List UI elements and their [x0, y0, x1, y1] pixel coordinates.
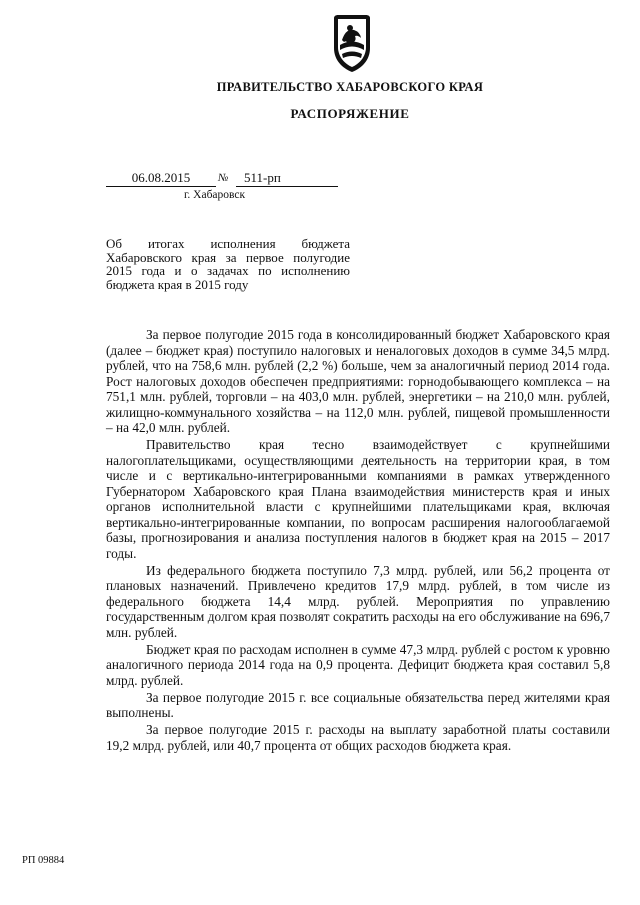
document-number: 511-рп [236, 170, 338, 187]
footer-code: РП 09884 [22, 855, 65, 866]
document-body [106, 327, 610, 755]
body-paragraph: Из федерального бюджета поступило 7,3 млрд. рублей, или 56,2 процента от плановых назначений. Привлечено кредитов 17,9 млрд. рублей, в том числе из федерального бюджета 14,4 млрд. рублей. Мероприятия по управлению государственным долгом края позволят сократить расходы на его обслуживание на 696,7 млн. рублей. [106, 562, 610, 640]
government-title: ПРАВИТЕЛЬСТВО ХАБАРОВСКОГО КРАЯ [216, 80, 484, 94]
body-paragraph: Бюджет края по расходам исполнен в сумме 47,3 млрд. рублей с ростом к уровню аналогичного периода 2014 года на 0,9 процента. Дефицит бюджета края составил 5,8 млрд. рублей. [106, 641, 610, 688]
body-paragraph: За первое полугодие 2015 г. все социальные обязательства перед жителями края выполнены. [106, 689, 610, 720]
document-city: г. Хабаровск [184, 189, 246, 201]
body-paragraph: За первое полугодие 2015 г. расходы на выплату заработной платы составили 19,2 млрд. рублей, или 40,7 процента от общих расходов бюджета края. [106, 722, 610, 753]
body-paragraph: Правительство края тесно взаимодействует с крупнейшими налогоплательщиками, осуществляющими деятельность на территории края, в том числе и с вертикально-интегрированными компаниями в рамках утвержденного Губернатором Хабаровского края Плана взаимодействия министерств края и иных органов исполнительной власти с крупнейшими плательщиками края, включая вертикально-интегрированные компании, по вопросам расширения налогооблагаемой базы, прогнозирования и анализа поступления налогов в бюджет края на 2015 – 2017 годы. [106, 437, 610, 561]
coat-of-arms-icon [328, 14, 376, 74]
body-paragraph: За первое полугодие 2015 года в консолидированный бюджет Хабаровского края (далее – бюджет края) поступило налоговых и неналоговых доходов в сумме 34,5 млрд. рублей, что на 758,6 млн. рублей (2,2 %) больше, чем за аналогичный период 2014 года. Рост налоговых доходов обеспечен предприятиями: горнодобывающего комплекса – на 751,1 млн. рублей, торговли – на 403,0 млн. рублей, энергетики – на 210,0 млн. рублей, жилищно-коммунального хозяйства – на 112,0 млн. рублей, пищевой промышленности – на 42,0 млн. рублей. [106, 327, 610, 435]
document-type: РАСПОРЯЖЕНИЕ [290, 106, 410, 121]
document-subject: Об итогах исполнения бюджета Хабаровского края за первое полугодие 2015 года и о задачах по исполнению бюджета края в 2015 году [106, 236, 350, 292]
number-sign: № [218, 172, 229, 184]
document-date: 06.08.2015 [106, 170, 216, 187]
